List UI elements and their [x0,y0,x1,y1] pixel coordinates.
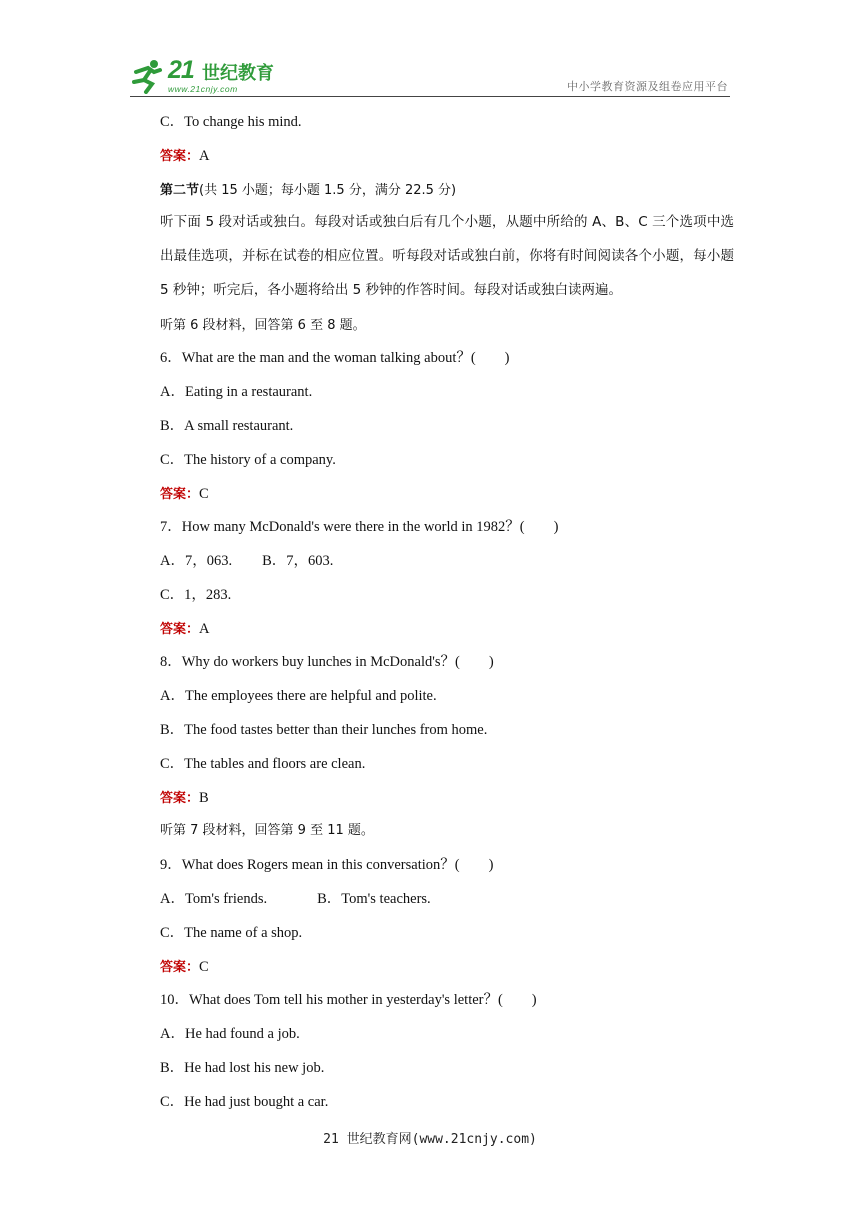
q6-option-b: B．A small restaurant. [160,418,294,434]
page-header [130,56,730,96]
answer-label: 答案： [160,791,200,806]
page-footer: 21 世纪教育网(www.21cnjy.com) [323,1132,537,1147]
material-7-heading: 听第 7 段材料，回答第 9 至 11 题。 [160,823,374,838]
listening-instructions: 听下面 5 段对话或独白。每段对话或独白后有几个小题，从题中所给的 A、B、C 三个选项中选出最佳选项，并标在试卷的相应位置。听每段对话或独白前，你将有时间阅读各个小题，每小题 5 秒钟；听完后，各小题将给出 5 秒钟的作答时间。每段对话或独白读两遍。 [160,214,734,298]
q8-option-a: A．The employees there are helpful and polite. [160,688,437,704]
answer-label: 答案： [160,149,200,164]
answer-q5 [160,146,210,167]
answer-value: C [199,959,209,975]
q8-option-c: C．The tables and floors are clean. [160,756,366,772]
answer-q8 [160,788,209,809]
question-9: 9．What does Rogers mean in this conversation？( ) [160,857,494,873]
q7-option-c: C．1，283. [160,587,232,603]
answer-q6 [160,484,209,505]
q6-option-a: A．Eating in a restaurant. [160,384,313,400]
q10-option-c: C．He had just bought a car. [160,1094,329,1110]
q9-option-a: A．Tom's friends. [160,891,268,907]
answer-label: 答案： [160,960,200,975]
header-divider [130,96,730,97]
q10-option-a: A．He had found a job. [160,1026,300,1042]
section-scoring: (共 15 小题；每小题 1.5 分，满分 22.5 分) [199,183,457,198]
section-heading [160,180,456,201]
q9-option-c: C．The name of a shop. [160,925,303,941]
site-logo[interactable] [130,56,290,96]
question-6: 6．What are the man and the woman talking about？( ) [160,350,510,366]
q7-options-ab [160,551,333,571]
question-10: 10．What does Tom tell his mother in yesterday's letter？( ) [160,992,537,1008]
material-6-heading: 听第 6 段材料，回答第 6 至 8 题。 [160,318,366,333]
q9-option-b: B．Tom's teachers. [317,891,431,907]
header-tagline: 中小学教育资源及组卷应用平台 [567,80,728,93]
q7-option-b: B．7，603. [262,553,334,569]
logo-number: 21 [168,56,194,84]
answer-value: A [199,621,210,637]
q8-option-b: B．The food tastes better than their lunches from home. [160,722,488,738]
answer-label: 答案： [160,487,200,502]
answer-value: A [199,148,210,164]
answer-label: 答案： [160,622,200,637]
answer-q7 [160,619,210,640]
question-7: 7．How many McDonald's were there in the world in 1982？( ) [160,519,559,535]
logo-url: www.21cnjy.com [168,84,238,94]
q6-option-c: C．The history of a company. [160,452,336,468]
answer-value: B [199,790,209,806]
q10-option-b: B．He had lost his new job. [160,1060,325,1076]
answer-q9 [160,957,209,978]
q7-option-a: A．7，063. [160,553,233,569]
option-c-q5: C．To change his mind. [160,114,302,130]
logo-text: 世纪教育 [202,63,274,84]
section-title: 第二节 [160,183,200,198]
runner-icon [130,58,166,94]
answer-value: C [199,486,209,502]
q9-options-ab [160,889,431,909]
question-8: 8．Why do workers buy lunches in McDonald's？( ) [160,654,494,670]
